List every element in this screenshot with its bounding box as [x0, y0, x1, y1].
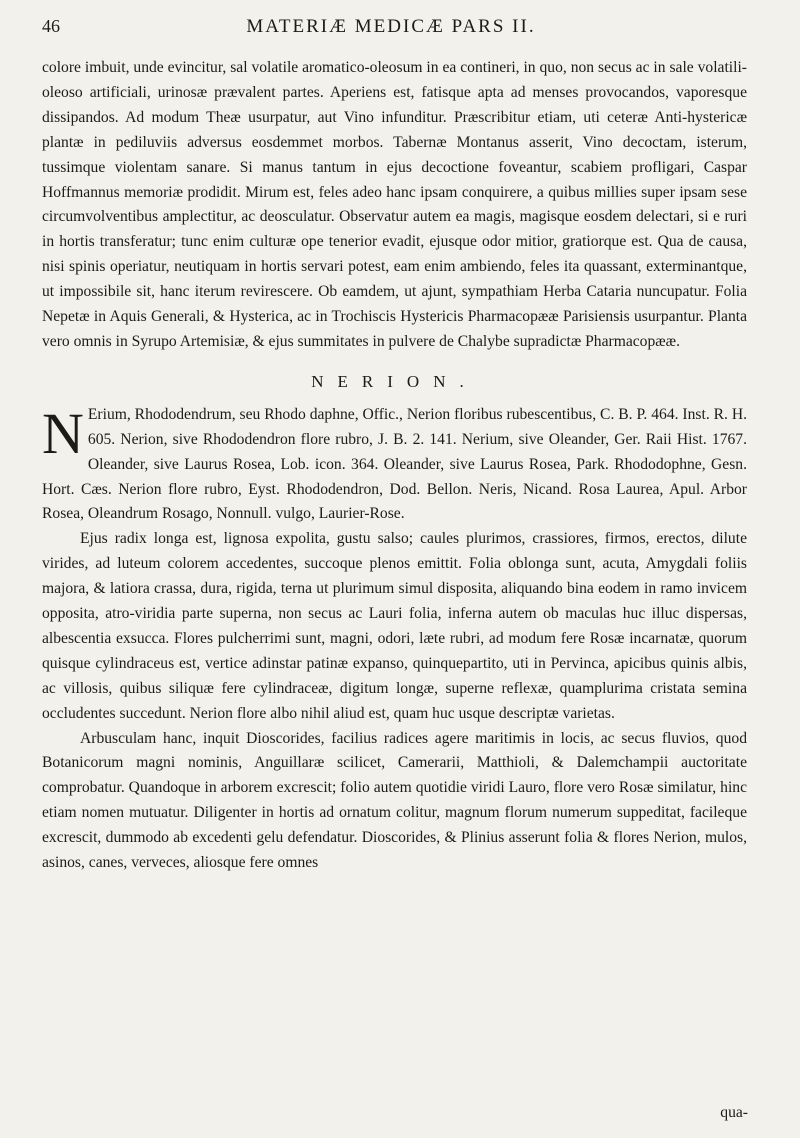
- running-head: MATERIÆ MEDICÆ PARS II.: [246, 16, 536, 37]
- page-header: [42, 16, 740, 42]
- page-number: 46: [42, 16, 60, 36]
- paragraph-description: Ejus radix longa est, lignosa expolita, gustu salso; caules plurimos, crassiores, firmos, erectos, dilute virides, ad luteum colorem accedentes, succoque plenos emittit. Folia oblonga sunt, acuta, Amygdali foliis majora, & latiora crassa, dura, rigida, terna ut plurimum simul disposita, aliquando bina eodem in ramo invicem opposita, atro-viridia parte superna, non secus ac Lauri folia, inferna autem ob maculas huc illuc dispersas, albescentia exsucca. Flores pulcherrimi sunt, magni, odori, læte rubri, ad modum fere Rosæ incarnatæ, quorum quisque cylindraceus est, vertice adinstar patinæ expanso, quinquepartito, uti in Pervinca, apicibus quinis albis, ac villosis, quibus siliquæ fere cylindraceæ, digitum longæ, superne reflexæ, quamplurima cristata semina occludentes succedunt. Nerion flore albo nihil aliud est, quam huc usque descriptæ varietas.: [42, 530, 747, 722]
- paragraph-nepeta-continued: colore imbuit, unde evincitur, sal volatile aromatico-oleosum in ea contineri, in quo, non secus ac in sale volatili-oleoso artificiali, urinosæ prævalent partes. Aperiens est, fatisque apta ad menses provocandos, vaporesque dissipandos. Ad modum Theæ usurpatur, aut Vino infunditur. Præscribitur etiam, uti ceteræ Anti-hystericæ plantæ in pediluviis adversus eosdemmet morbos. Tabernæ Montanus asserit, Vino decoctam, isterum, tussimque violentam sanare. Si manus tantum in ejus decoctione foveantur, scabiem profligari, Caspar Hoffmannus memoriæ prodidit. Mirum est, feles adeo hanc ipsam conquirere, a quibus millies super ipsam sese circumvolventibus amplectitur, ac deosculatur. Observatur autem ea magis, magisque eosdem delectari, si e ruri in hortis transferatur; tunc enim culturæ ope tenerior evadit, ejusque odor mitior, gratiorque est. Qua de causa, nisi spinis operiatur, neutiquam in hortis servari potest, eam enim ambiendo, feles ita quassant, exterminantque, ut impossibile sit, hanc iterum revirescere. Ob eamdem, ut ajunt, sympathiam Herba Cataria nuncupatur. Folia Nepetæ in Aquis Generali, & Hysterica, ac in Trochiscis Hystericis Pharmacopææ Parisiensis usurpantur. Planta vero omnis in Syrupo Artemisiæ, & ejus summitates in pulvere de Chalybe supradictæ Pharmacopææ.: [42, 59, 747, 350]
- paragraph-habitat: Arbusculam hanc, inquit Dioscorides, facilius radices agere maritimis in locis, ac secus fluvios, quod Botanicorum magni nominis, Anguillaræ scilicet, Camerarii, Matthioli, & Dalemchampii auctoritate comprobatur. Quandoque in arborem excrescit; folio autem quotidie viridi Lauro, flore vero Rosæ similatur, hinc etiam nomen mutuatur. Diligenter in hortis ad ornatum colitur, magnum florum numerum suppeditat, facileque excrescit, dummodo ab excedenti gelu defendatur. Dioscorides, & Plinius asserunt folia & flores Nerion, mulos, asinos, canes, verveces, aliosque fere omnes: [42, 729, 747, 872]
- page-body: [42, 56, 747, 876]
- synonyms-text: Erium, Rhododendrum, seu Rhodo daphne, Offic., Nerion floribus rubescentibus, C. B. P. 464. Inst. R. H. 605. Nerion, sive Rhododendron flore rubro, J. B. 2. 141. Nerium, sive Oleander, Ger. Raii Hist. 1767. Oleander, sive Laurus Rosea, Lob. icon. 364. Oleander, sive Laurus Rosea, Park. Rhododophne, Gesn. Hort. Cæs. Nerion flore rubro, Eyst. Rhododendron, Dod. Bellon. Neris, Nicand. Rosa Laurea, Apul. Arbor Rosea, Oleandrum Rosago, Nonnull. vulgo, Laurier-Rose.: [42, 405, 747, 523]
- drop-cap: N: [42, 400, 84, 466]
- section-heading: NERION.: [311, 371, 478, 391]
- paragraph-nerion-synonyms: [42, 400, 747, 528]
- catchword: qua-: [720, 1104, 748, 1121]
